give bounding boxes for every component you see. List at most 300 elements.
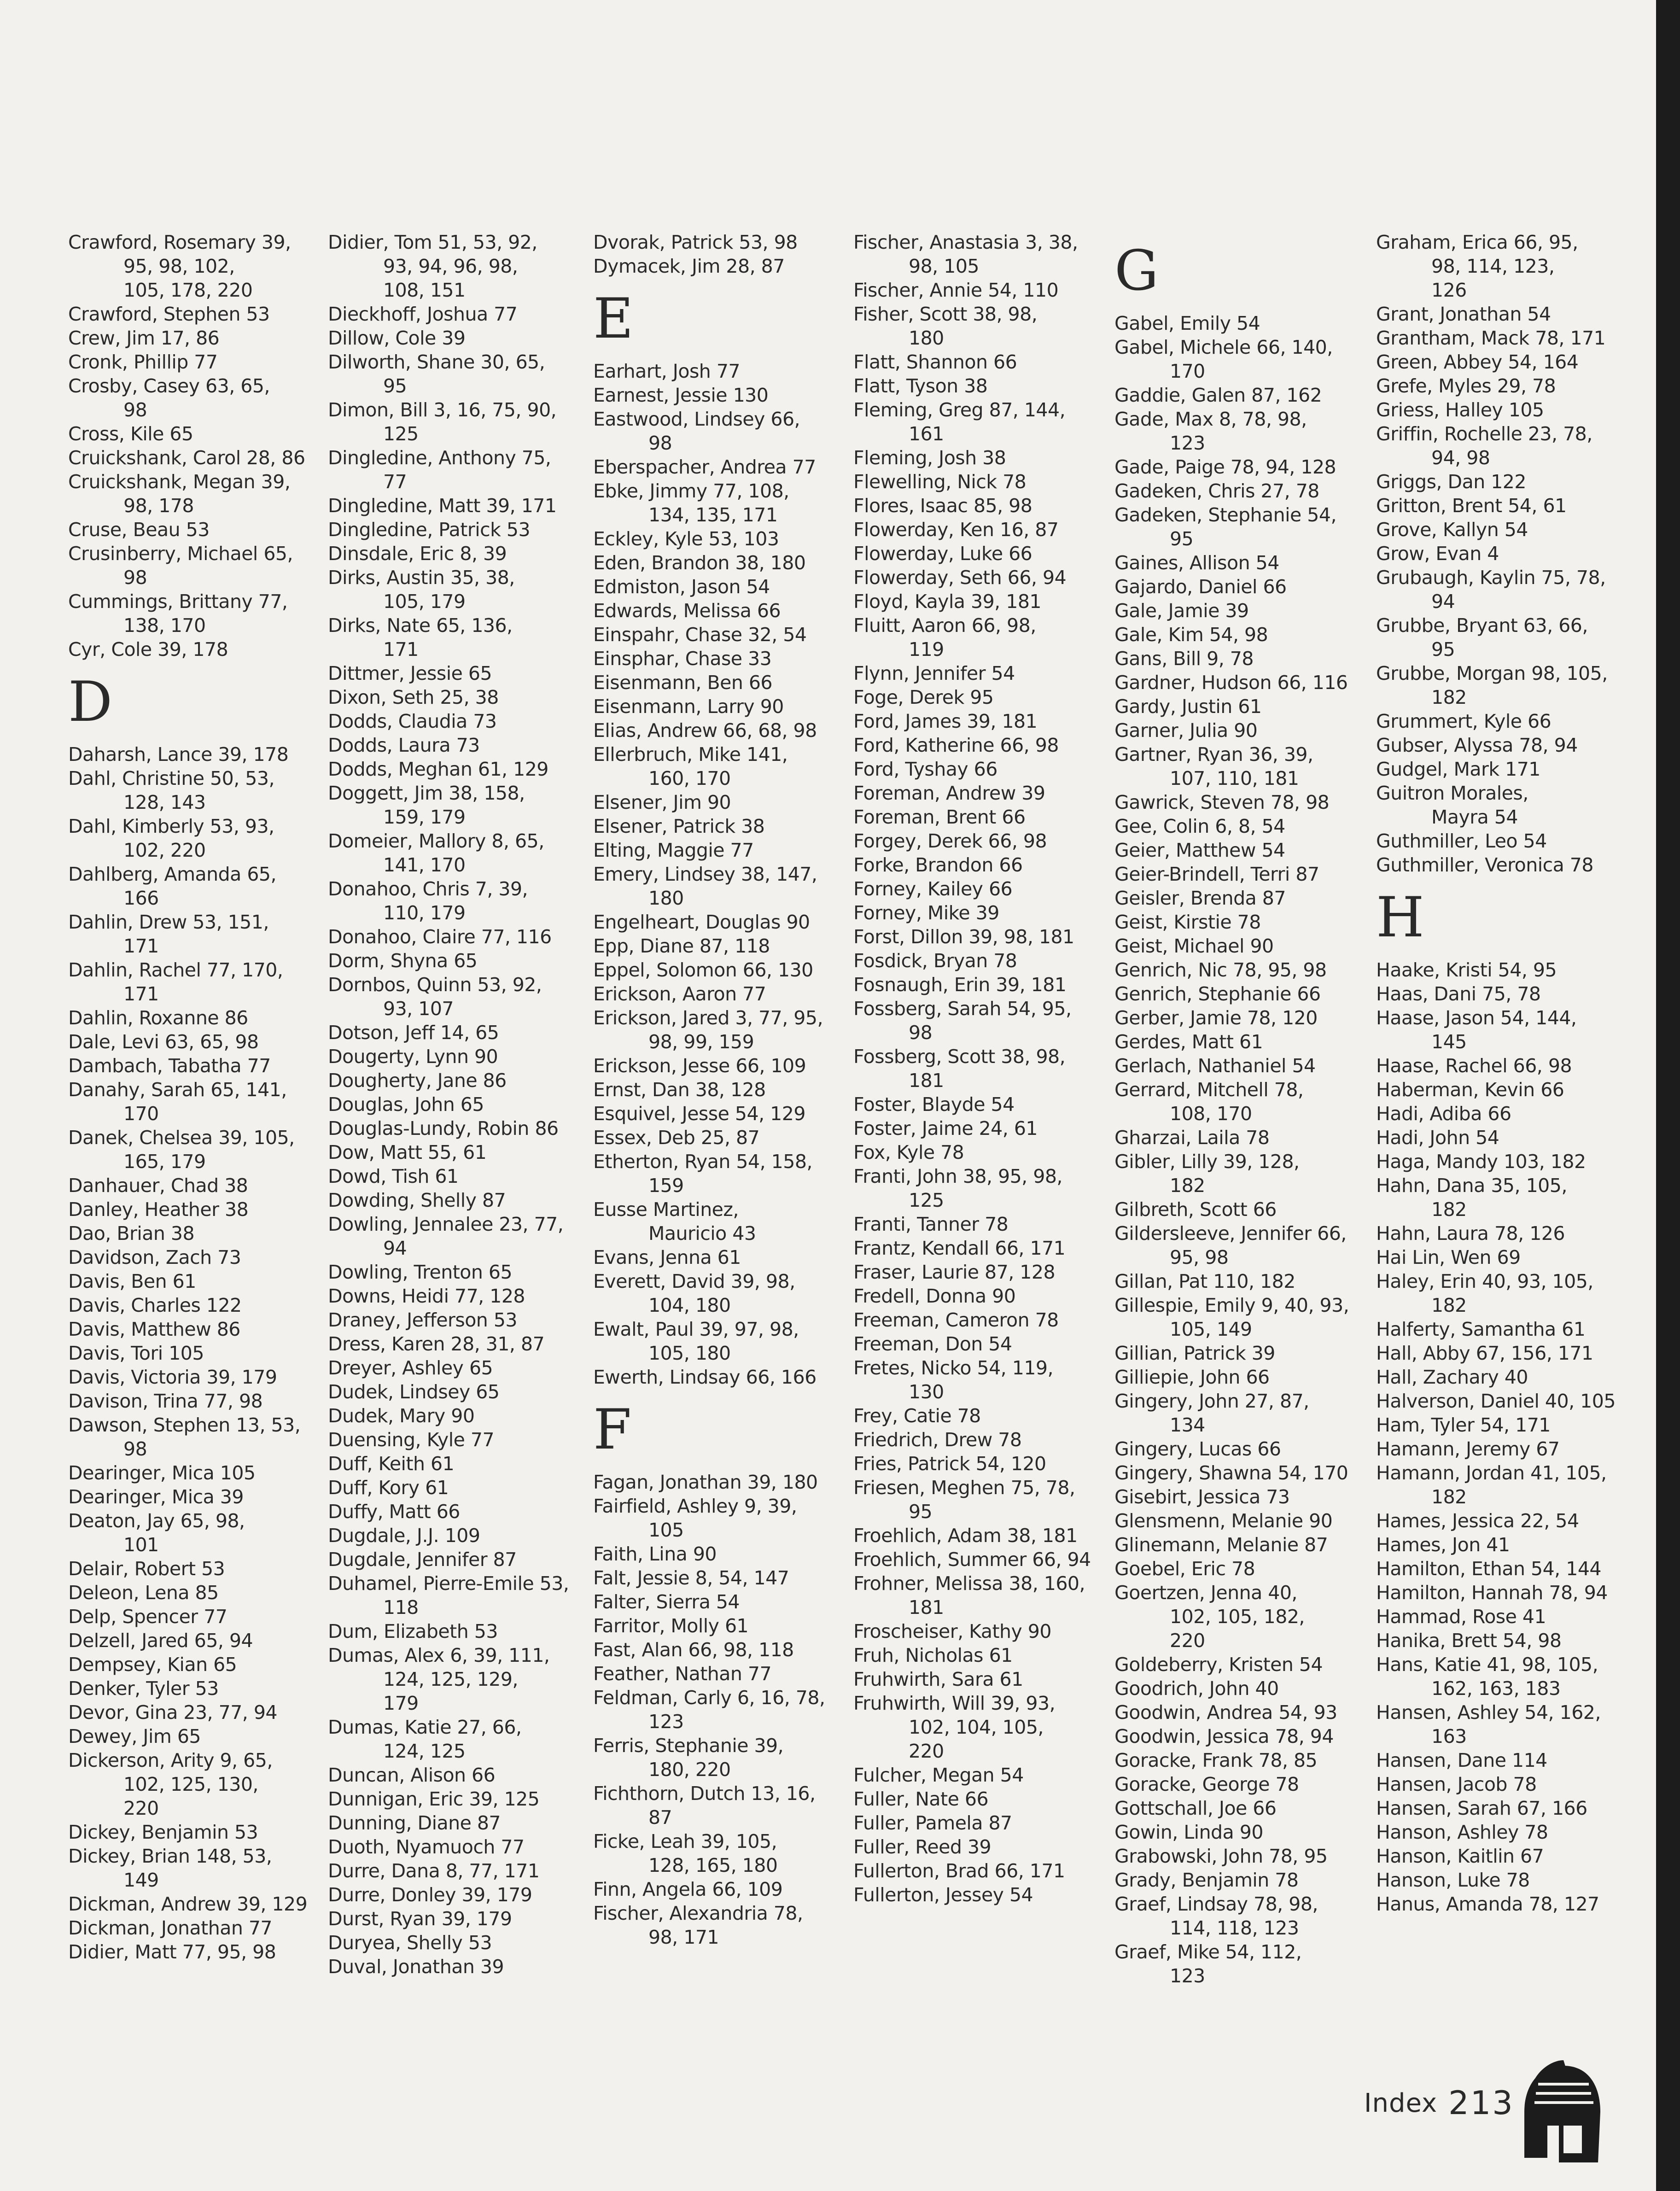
index-entry: Hanus, Amanda 78, 127: [1376, 1893, 1599, 1915]
index-entry-continuation: 145: [1431, 1031, 1467, 1053]
index-entry: Dowling, Jennalee 23, 77,: [328, 1213, 564, 1235]
index-entry: Haake, Kristi 54, 95: [1376, 959, 1557, 981]
index-entry: Hamilton, Hannah 78, 94: [1376, 1582, 1608, 1604]
index-entry: Graef, Lindsay 78, 98,: [1114, 1893, 1318, 1915]
index-entry: Ford, Tyshay 66: [853, 758, 998, 780]
index-entry: Dudek, Mary 90: [328, 1405, 475, 1427]
index-entry-continuation: 220: [123, 1797, 159, 1819]
index-entry: Dougherty, Jane 86: [328, 1069, 507, 1092]
index-entry: Danek, Chelsea 39, 105,: [68, 1127, 295, 1149]
index-entry: Goracke, Frank 78, 85: [1114, 1749, 1318, 1771]
index-entry-continuation: 171: [123, 983, 159, 1005]
index-entry: Ford, Katherine 66, 98: [853, 734, 1059, 756]
index-entry: Dickman, Jonathan 77: [68, 1917, 273, 1939]
index-entry: Danley, Heather 38: [68, 1198, 249, 1221]
index-entry-continuation: 163: [1431, 1725, 1467, 1747]
index-entry-continuation: 179: [383, 1692, 419, 1714]
index-entry: Dunnigan, Eric 39, 125: [328, 1788, 540, 1810]
index-entry: Hames, Jon 41: [1376, 1534, 1510, 1556]
index-entry: Hanson, Kaitlin 67: [1376, 1845, 1544, 1867]
index-entry-continuation: 95: [1431, 638, 1455, 660]
index-entry: Doggett, Jim 38, 158,: [328, 782, 525, 804]
index-entry: Dawson, Stephen 13, 53,: [68, 1414, 301, 1436]
index-entry-continuation: 94, 98: [1431, 447, 1490, 469]
index-entry-continuation: 110, 179: [383, 902, 466, 924]
index-entry: Dress, Karen 28, 31, 87: [328, 1333, 545, 1355]
index-entry: Didier, Matt 77, 95, 98: [68, 1941, 276, 1963]
index-entry: Flores, Isaac 85, 98: [853, 495, 1032, 517]
index-entry: Graef, Mike 54, 112,: [1114, 1941, 1302, 1963]
index-entry: Gajardo, Daniel 66: [1114, 576, 1287, 598]
index-entry: Dvorak, Patrick 53, 98: [593, 231, 798, 253]
index-entry-continuation: 182: [1431, 1294, 1467, 1316]
index-entry: Edwards, Melissa 66: [593, 600, 781, 622]
index-entry-continuation: 182: [1431, 686, 1467, 708]
index-entry-continuation: 98, 171: [648, 1926, 719, 1948]
index-entry-continuation: 124, 125, 129,: [383, 1668, 518, 1690]
index-entry: Dowding, Shelly 87: [328, 1189, 506, 1211]
index-entry-continuation: 180, 220: [648, 1759, 731, 1781]
index-entry: Guthmiller, Leo 54: [1376, 830, 1547, 852]
index-entry-continuation: 125: [383, 423, 419, 445]
index-entry: Geisler, Brenda 87: [1114, 887, 1286, 909]
index-entry: Dickey, Benjamin 53: [68, 1821, 258, 1843]
index-entry: Duff, Kory 61: [328, 1477, 449, 1499]
index-entry: Dahlberg, Amanda 65,: [68, 863, 277, 885]
index-entry: Elsener, Patrick 38: [593, 815, 765, 837]
index-entry-continuation: 107, 110, 181: [1170, 767, 1299, 789]
index-entry-continuation: 134: [1170, 1414, 1205, 1436]
index-entry: Daharsh, Lance 39, 178: [68, 743, 289, 765]
index-entry: Crusinberry, Michael 65,: [68, 543, 293, 565]
page-footer: [1364, 2084, 1514, 2122]
index-entry: Haberman, Kevin 66: [1376, 1079, 1564, 1101]
index-entry: Frantz, Kendall 66, 171: [853, 1237, 1066, 1259]
index-entry: Dunning, Diane 87: [328, 1812, 501, 1834]
index-entry: Fraser, Laurie 87, 128: [853, 1261, 1056, 1283]
index-entry-continuation: 162, 163, 183: [1431, 1677, 1561, 1700]
index-entry: Gritton, Brent 54, 61: [1376, 495, 1567, 517]
footer-label: Index: [1364, 2088, 1438, 2118]
index-column-4: [853, 230, 1093, 1907]
index-entry: Crawford, Rosemary 39,: [68, 231, 291, 253]
index-entry: Davidson, Zach 73: [68, 1246, 241, 1268]
index-entry: Cummings, Brittany 77,: [68, 590, 288, 613]
index-column-5: [1114, 230, 1354, 1988]
index-entry: Cruickshank, Megan 39,: [68, 471, 291, 493]
index-column-2: [328, 230, 567, 1979]
index-entry: Ficke, Leah 39, 105,: [593, 1830, 777, 1852]
index-entry: Ferris, Stephanie 39,: [593, 1735, 784, 1757]
index-entry-continuation: 161: [909, 423, 944, 445]
index-entry-continuation: 95, 98, 102,: [123, 255, 235, 277]
index-entry: Eckley, Kyle 53, 103: [593, 528, 779, 550]
index-entry: Flatt, Tyson 38: [853, 375, 988, 397]
index-entry-continuation: 104, 180: [648, 1294, 731, 1316]
index-entry: Gerber, Jamie 78, 120: [1114, 1007, 1318, 1029]
index-entry: Goldeberry, Kristen 54: [1114, 1653, 1323, 1676]
index-entry: Fredell, Donna 90: [853, 1285, 1016, 1307]
index-entry-continuation: 138, 170: [123, 614, 206, 637]
index-entry: Eden, Brandon 38, 180: [593, 552, 806, 574]
index-entry: Fulcher, Megan 54: [853, 1764, 1024, 1786]
index-entry: Dow, Matt 55, 61: [328, 1141, 487, 1163]
index-entry: Danahy, Sarah 65, 141,: [68, 1079, 287, 1101]
section-letter: F: [593, 1398, 632, 1462]
index-entry-continuation: 166: [123, 887, 159, 909]
index-entry: Fleming, Josh 38: [853, 447, 1006, 469]
index-entry-continuation: 105, 149: [1170, 1318, 1252, 1340]
index-entry: Dambach, Tabatha 77: [68, 1055, 271, 1077]
index-entry: Hanson, Ashley 78: [1376, 1821, 1548, 1843]
index-entry: Gerrard, Mitchell 78,: [1114, 1079, 1304, 1101]
index-entry: Frey, Catie 78: [853, 1405, 981, 1427]
index-entry: Elting, Maggie 77: [593, 839, 754, 861]
index-entry: Griess, Halley 105: [1376, 399, 1544, 421]
index-entry: Geist, Michael 90: [1114, 935, 1274, 957]
index-entry-continuation: 98, 99, 159: [648, 1031, 754, 1053]
index-entry: Donahoo, Chris 7, 39,: [328, 878, 528, 900]
index-entry: Geier-Brindell, Terri 87: [1114, 863, 1319, 885]
index-entry: Dewey, Jim 65: [68, 1725, 201, 1747]
index-entry: Dixon, Seth 25, 38: [328, 686, 499, 708]
index-entry: Eusse Martinez,: [593, 1198, 739, 1221]
index-entry: Grady, Benjamin 78: [1114, 1869, 1299, 1891]
index-entry: Flatt, Shannon 66: [853, 351, 1017, 373]
index-entry-continuation: 102, 220: [123, 839, 206, 861]
index-entry: Froehlich, Summer 66, 94: [853, 1548, 1091, 1571]
index-entry: Goertzen, Jenna 40,: [1114, 1582, 1297, 1604]
index-entry: Froehlich, Adam 38, 181: [853, 1525, 1078, 1547]
index-column-6: [1376, 230, 1616, 1916]
index-entry: Hansen, Jacob 78: [1376, 1773, 1537, 1795]
index-entry: Fossberg, Sarah 54, 95,: [853, 998, 1072, 1020]
index-entry-continuation: 170: [1170, 360, 1205, 382]
index-entry: Ebke, Jimmy 77, 108,: [593, 480, 789, 502]
index-entry: Delp, Spencer 77: [68, 1606, 228, 1628]
index-column-1: [68, 230, 308, 1964]
index-entry: Eisenmann, Ben 66: [593, 672, 773, 694]
index-entry: Flowerday, Ken 16, 87: [853, 519, 1059, 541]
index-entry: Fluitt, Aaron 66, 98,: [853, 614, 1036, 637]
index-entry: Freeman, Don 54: [853, 1333, 1012, 1355]
index-entry: Guthmiller, Veronica 78: [1376, 854, 1593, 876]
index-entry: Foster, Blayde 54: [853, 1093, 1015, 1116]
index-entry: Hansen, Ashley 54, 162,: [1376, 1701, 1601, 1724]
index-entry: Danhauer, Chad 38: [68, 1174, 248, 1197]
index-entry: Devor, Gina 23, 77, 94: [68, 1701, 278, 1724]
index-entry: Ham, Tyler 54, 171: [1376, 1414, 1551, 1436]
index-entry-continuation: 123: [1170, 1965, 1205, 1987]
index-entry: Ford, James 39, 181: [853, 710, 1038, 732]
index-entry: Foreman, Brent 66: [853, 806, 1026, 828]
index-entry: Finn, Angela 66, 109: [593, 1878, 783, 1900]
index-entry: Gowin, Linda 90: [1114, 1821, 1263, 1843]
index-entry-continuation: 159, 179: [383, 806, 466, 828]
index-entry: Friesen, Meghen 75, 78,: [853, 1477, 1075, 1499]
index-entry: Duoth, Nyamuoch 77: [328, 1836, 525, 1858]
index-entry: Graham, Erica 66, 95,: [1376, 231, 1578, 253]
index-entry: Flewelling, Nick 78: [853, 471, 1027, 493]
index-entry-continuation: 171: [383, 638, 419, 660]
index-entry: Deleon, Lena 85: [68, 1582, 219, 1604]
index-entry: Ewalt, Paul 39, 97, 98,: [593, 1318, 799, 1340]
index-entry: Frohner, Melissa 38, 160,: [853, 1572, 1085, 1595]
index-entry: Feldman, Carly 6, 16, 78,: [593, 1687, 825, 1709]
index-entry: Gaddie, Galen 87, 162: [1114, 384, 1322, 406]
index-entry: Edmiston, Jason 54: [593, 576, 770, 598]
index-entry: Goracke, George 78: [1114, 1773, 1299, 1795]
index-entry: Duval, Jonathan 39: [328, 1956, 504, 1978]
index-entry: Gabel, Emily 54: [1114, 312, 1260, 334]
index-entry-continuation: 98: [909, 1022, 933, 1044]
index-entry: Forst, Dillon 39, 98, 181: [853, 926, 1074, 948]
index-entry: Dahlin, Rachel 77, 170,: [68, 959, 283, 981]
index-entry: Dearinger, Mica 105: [68, 1462, 256, 1484]
index-entry: Fast, Alan 66, 98, 118: [593, 1639, 794, 1661]
index-entry: Hall, Abby 67, 156, 171: [1376, 1342, 1593, 1364]
index-entry: Duensing, Kyle 77: [328, 1429, 495, 1451]
section-letter: E: [593, 287, 634, 351]
index-entry: Gingery, Lucas 66: [1114, 1438, 1281, 1460]
index-entry-continuation: 95: [383, 375, 407, 397]
index-entry: Dieckhoff, Joshua 77: [328, 303, 518, 325]
index-entry: Geier, Matthew 54: [1114, 839, 1285, 861]
index-entry: Gawrick, Steven 78, 98: [1114, 791, 1330, 813]
index-entry: Durst, Ryan 39, 179: [328, 1908, 512, 1930]
index-entry: Gade, Max 8, 78, 98,: [1114, 408, 1307, 430]
index-entry-continuation: 94: [1431, 590, 1455, 613]
index-entry: Elsener, Jim 90: [593, 791, 731, 813]
index-entry: Dahlin, Roxanne 86: [68, 1007, 248, 1029]
index-entry: Fuller, Nate 66: [853, 1788, 989, 1810]
index-entry-continuation: 95, 98: [1170, 1246, 1229, 1268]
index-entry-continuation: 102, 105, 182,: [1170, 1606, 1305, 1628]
index-entry-continuation: Mayra 54: [1431, 806, 1518, 828]
index-entry-continuation: 101: [123, 1534, 159, 1556]
index-entry: Hammad, Rose 41: [1376, 1606, 1546, 1628]
index-entry: Forke, Brandon 66: [853, 854, 1023, 876]
index-entry-continuation: 98, 114, 123,: [1431, 255, 1555, 277]
index-entry: Fuller, Pamela 87: [853, 1812, 1012, 1834]
index-entry-continuation: 182: [1431, 1198, 1467, 1221]
spartan-helmet-icon: [1520, 2057, 1607, 2167]
index-entry: Griggs, Dan 122: [1376, 471, 1526, 493]
index-entry: Flynn, Jennifer 54: [853, 662, 1015, 684]
index-entry: Engelheart, Douglas 90: [593, 911, 810, 933]
index-entry: Hans, Katie 41, 98, 105,: [1376, 1653, 1598, 1676]
index-entry-continuation: 180: [909, 327, 944, 349]
index-entry: Emery, Lindsey 38, 147,: [593, 863, 817, 885]
index-entry: Durre, Donley 39, 179: [328, 1884, 532, 1906]
index-entry: Dornbos, Quinn 53, 92,: [328, 974, 542, 996]
index-entry-continuation: 123: [1170, 432, 1205, 454]
index-entry-continuation: 171: [123, 935, 159, 957]
index-entry-continuation: 170: [123, 1103, 159, 1125]
index-entry: Earhart, Josh 77: [593, 360, 740, 382]
index-entry: Grantham, Mack 78, 171: [1376, 327, 1606, 349]
index-entry: Dahl, Kimberly 53, 93,: [68, 815, 274, 837]
index-entry-continuation: 130: [909, 1381, 944, 1403]
index-entry: Fisher, Scott 38, 98,: [853, 303, 1038, 325]
index-entry: Dowling, Trenton 65: [328, 1261, 513, 1283]
index-entry: Cronk, Phillip 77: [68, 351, 218, 373]
index-entry: Hansen, Dane 114: [1376, 1749, 1547, 1771]
index-entry: Cruickshank, Carol 28, 86: [68, 447, 305, 469]
index-entry: Davis, Charles 122: [68, 1294, 242, 1316]
index-entry: Duncan, Alison 66: [328, 1764, 496, 1786]
index-column-3: [593, 230, 833, 1949]
index-entry: Froscheiser, Kathy 90: [853, 1620, 1051, 1642]
index-entry: Foster, Jaime 24, 61: [853, 1117, 1038, 1139]
index-entry: Hames, Jessica 22, 54: [1376, 1510, 1579, 1532]
index-entry: Earnest, Jessie 130: [593, 384, 769, 406]
index-entry: Dickey, Brian 148, 53,: [68, 1845, 272, 1867]
index-entry: Fischer, Anastasia 3, 38,: [853, 231, 1078, 253]
index-entry: Dimon, Bill 3, 16, 75, 90,: [328, 399, 557, 421]
index-entry: Flowerday, Luke 66: [853, 543, 1032, 565]
page-binding-edge: [1656, 0, 1680, 2191]
index-entry: Dirks, Austin 35, 38,: [328, 567, 515, 589]
index-entry-continuation: 87: [648, 1806, 672, 1829]
index-entry: Dittmer, Jessie 65: [328, 662, 492, 684]
index-entry: Dougerty, Lynn 90: [328, 1046, 498, 1068]
index-entry-continuation: 124, 125: [383, 1740, 466, 1762]
index-entry: Elias, Andrew 66, 68, 98: [593, 719, 817, 742]
index-entry: Freeman, Cameron 78: [853, 1309, 1059, 1331]
index-entry: Gadeken, Chris 27, 78: [1114, 480, 1319, 502]
index-entry: Cross, Kile 65: [68, 423, 193, 445]
index-entry: Griffin, Rochelle 23, 78,: [1376, 423, 1592, 445]
index-entry-continuation: 181: [909, 1596, 944, 1618]
index-entry: Gabel, Michele 66, 140,: [1114, 336, 1333, 358]
index-entry-continuation: 105, 180: [648, 1342, 731, 1364]
index-entry: Gillan, Pat 110, 182: [1114, 1270, 1295, 1292]
index-entry: Eberspacher, Andrea 77: [593, 456, 816, 478]
index-entry: Donahoo, Claire 77, 116: [328, 926, 552, 948]
index-entry: Fuller, Reed 39: [853, 1836, 992, 1858]
index-entry-continuation: 105, 178, 220: [123, 279, 253, 301]
index-entry: Ewerth, Lindsay 66, 166: [593, 1366, 817, 1388]
index-entry: Gale, Kim 54, 98: [1114, 624, 1268, 646]
index-entry: Gee, Colin 6, 8, 54: [1114, 815, 1285, 837]
index-entry: Dickman, Andrew 39, 129: [68, 1893, 308, 1915]
section-letter: G: [1114, 239, 1159, 303]
index-entry-continuation: 77: [383, 471, 407, 493]
index-entry: Haley, Erin 40, 93, 105,: [1376, 1270, 1593, 1292]
index-entry: Dahlin, Drew 53, 151,: [68, 911, 269, 933]
index-entry: Dum, Elizabeth 53: [328, 1620, 498, 1642]
index-entry: Fosdick, Bryan 78: [853, 950, 1017, 972]
index-entry: Downs, Heidi 77, 128: [328, 1285, 525, 1307]
index-entry-continuation: 182: [1431, 1486, 1467, 1508]
index-entry: Geist, Kirstie 78: [1114, 911, 1261, 933]
index-entry: Crawford, Stephen 53: [68, 303, 270, 325]
index-entry: Fichthorn, Dutch 13, 16,: [593, 1782, 816, 1805]
index-entry: Fischer, Alexandria 78,: [593, 1902, 803, 1924]
index-entry: Hadi, John 54: [1376, 1127, 1499, 1149]
index-entry: Gade, Paige 78, 94, 128: [1114, 456, 1336, 478]
index-entry: Dao, Brian 38: [68, 1222, 195, 1244]
index-entry: Fossberg, Scott 38, 98,: [853, 1046, 1066, 1068]
index-entry: Gadeken, Stephanie 54,: [1114, 504, 1337, 526]
index-entry: Douglas, John 65: [328, 1093, 484, 1116]
index-entry: Davison, Trina 77, 98: [68, 1390, 263, 1412]
index-entry: Hanika, Brett 54, 98: [1376, 1630, 1562, 1652]
index-entry-continuation: 102, 104, 105,: [909, 1716, 1044, 1738]
index-entry: Friedrich, Drew 78: [853, 1429, 1022, 1451]
index-entry: Duhamel, Pierre-Emile 53,: [328, 1572, 569, 1595]
index-entry: Fullerton, Brad 66, 171: [853, 1860, 1065, 1882]
index-entry-continuation: 98: [123, 399, 147, 421]
index-entry: Ellerbruch, Mike 141,: [593, 743, 788, 765]
index-entry: Farritor, Molly 61: [593, 1615, 749, 1637]
index-entry: Dirks, Nate 65, 136,: [328, 614, 513, 637]
index-entry: Hamann, Jordan 41, 105,: [1376, 1462, 1607, 1484]
index-entry: Dingledine, Anthony 75,: [328, 447, 551, 469]
index-entry: Gilbreth, Scott 66: [1114, 1198, 1277, 1221]
index-entry-continuation: 181: [909, 1069, 944, 1092]
index-entry: Dumas, Alex 6, 39, 111,: [328, 1644, 550, 1666]
index-entry: Glinemann, Melanie 87: [1114, 1534, 1328, 1556]
index-entry-continuation: 94: [383, 1237, 407, 1259]
index-entry: Gale, Jamie 39: [1114, 600, 1249, 622]
index-entry: Gerdes, Matt 61: [1114, 1031, 1263, 1053]
index-entry: Dodds, Claudia 73: [328, 710, 497, 732]
index-entry: Douglas-Lundy, Robin 86: [328, 1117, 559, 1139]
index-entry: Falt, Jessie 8, 54, 147: [593, 1567, 789, 1589]
index-entry: Evans, Jenna 61: [593, 1246, 741, 1268]
index-entry: Hamann, Jeremy 67: [1376, 1438, 1560, 1460]
index-entry: Forney, Kailey 66: [853, 878, 1013, 900]
index-entry-continuation: 98, 178: [123, 495, 194, 517]
index-entry: Grefe, Myles 29, 78: [1376, 375, 1556, 397]
index-entry: Essex, Deb 25, 87: [593, 1127, 760, 1149]
index-entry: Gans, Bill 9, 78: [1114, 648, 1254, 670]
index-entry: Genrich, Nic 78, 95, 98: [1114, 959, 1327, 981]
index-entry: Gibler, Lilly 39, 128,: [1114, 1151, 1300, 1173]
index-entry: Dale, Levi 63, 65, 98: [68, 1031, 259, 1053]
index-entry: Hai Lin, Wen 69: [1376, 1246, 1521, 1268]
index-entry: Fullerton, Jessey 54: [853, 1884, 1033, 1906]
index-entry: Dingledine, Patrick 53: [328, 519, 531, 541]
index-entry: Grabowski, John 78, 95: [1114, 1845, 1328, 1867]
index-entry: Feather, Nathan 77: [593, 1663, 772, 1685]
index-entry: Green, Abbey 54, 164: [1376, 351, 1579, 373]
section-letter: H: [1376, 886, 1424, 950]
index-entry: Duff, Keith 61: [328, 1453, 455, 1475]
index-entry: Flowerday, Seth 66, 94: [853, 567, 1067, 589]
index-entry: Dempsey, Kian 65: [68, 1653, 237, 1676]
index-entry: Gardner, Hudson 66, 116: [1114, 672, 1348, 694]
index-entry-continuation: 118: [383, 1596, 419, 1618]
index-entry: Falter, Sierra 54: [593, 1591, 740, 1613]
index-entry: Erickson, Aaron 77: [593, 983, 766, 1005]
index-entry: Erickson, Jared 3, 77, 95,: [593, 1007, 823, 1029]
index-entry-continuation: Mauricio 43: [648, 1222, 756, 1244]
index-entry: Goebel, Eric 78: [1114, 1558, 1255, 1580]
section-letter: D: [68, 670, 113, 734]
index-entry: Floyd, Kayla 39, 181: [853, 590, 1042, 613]
index-entry: Dudek, Lindsey 65: [328, 1381, 500, 1403]
index-entry: Gardy, Justin 61: [1114, 695, 1262, 718]
index-entry: Dilworth, Shane 30, 65,: [328, 351, 545, 373]
index-entry: Hall, Zachary 40: [1376, 1366, 1528, 1388]
index-entry-continuation: 93, 107: [383, 998, 454, 1020]
index-entry: Etherton, Ryan 54, 158,: [593, 1151, 812, 1173]
index-entry-continuation: 180: [648, 887, 684, 909]
index-entry: Eisenmann, Larry 90: [593, 695, 784, 718]
